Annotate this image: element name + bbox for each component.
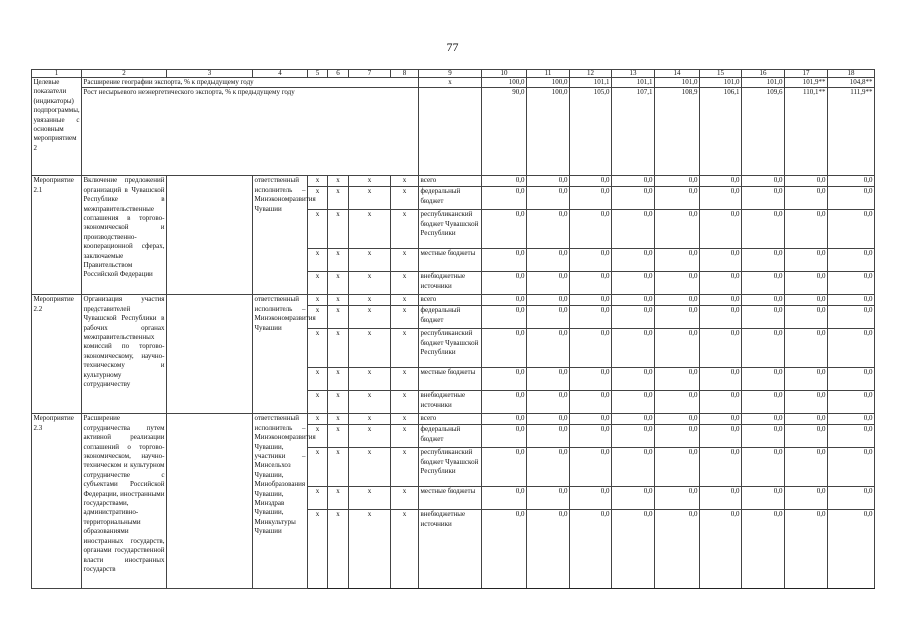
code-cell: х [328,176,349,187]
funding-value: 0,0 [570,448,612,487]
code-cell: х [308,391,328,414]
target-indicator-value: 104,8** [828,78,875,88]
code-cell: х [349,487,391,510]
funding-value: 0,0 [482,187,527,210]
funding-value: 0,0 [828,448,875,487]
code-cell: х [308,295,328,306]
funding-source: республиканский бюджет Чувашской Республики [419,210,482,249]
code-cell: х [308,487,328,510]
code-cell: х [349,249,391,272]
code-cell: х [328,448,349,487]
funding-value: 0,0 [742,425,785,448]
funding-value: 0,0 [785,306,828,329]
funding-value: 0,0 [570,272,612,295]
funding-value: 0,0 [570,368,612,391]
code-cell: х [328,306,349,329]
page-number: 77 [446,40,459,54]
funding-value: 0,0 [570,295,612,306]
code-cell: х [328,249,349,272]
funding-value: 0,0 [482,448,527,487]
code-cell: х [391,414,419,425]
funding-value: 0,0 [655,487,700,510]
code-cell: х [391,306,419,329]
funding-value: 0,0 [570,249,612,272]
funding-value: 0,0 [527,487,570,510]
measure-label: Мероприятие 2.2 [32,295,82,414]
funding-value: 0,0 [742,368,785,391]
funding-value: 0,0 [742,414,785,425]
target-indicator-c9: х [419,78,482,88]
funding-value: 0,0 [828,176,875,187]
funding-value: 0,0 [785,187,828,210]
code-cell: х [391,368,419,391]
measure-col3 [167,295,253,414]
code-cell: х [349,306,391,329]
code-cell: х [328,272,349,295]
code-cell: х [391,391,419,414]
funding-value: 0,0 [742,295,785,306]
funding-value: 0,0 [700,487,742,510]
code-cell: х [328,487,349,510]
funding-value: 0,0 [655,306,700,329]
code-cell: х [308,448,328,487]
column-number: 1 [32,70,82,78]
funding-source: местные бюджеты [419,368,482,391]
measure-responsible: ответственный исполнитель – Минэкономразвития Чувашии [253,295,308,414]
funding-value: 0,0 [785,176,828,187]
funding-source: всего [419,176,482,187]
code-cell: х [349,391,391,414]
funding-source: всего [419,295,482,306]
code-cell: х [328,187,349,210]
funding-row [32,295,875,306]
funding-value: 0,0 [785,272,828,295]
funding-value: 0,0 [828,391,875,414]
column-number: 10 [482,70,527,78]
funding-value: 0,0 [527,306,570,329]
code-cell: х [308,425,328,448]
code-cell: х [308,368,328,391]
funding-value: 0,0 [570,329,612,368]
funding-value: 0,0 [482,487,527,510]
code-cell: х [328,425,349,448]
column-number: 2 [82,70,167,78]
funding-value: 0,0 [785,425,828,448]
funding-value: 0,0 [482,306,527,329]
funding-value: 0,0 [612,448,655,487]
measure-description: Организация участия представителей Чувашской Республики в рабочих органах межправительственных комиссий по торгово-экономическому, научно-техническому и культурному сотрудничеству [82,295,167,414]
code-cell: х [308,329,328,368]
funding-value: 0,0 [700,187,742,210]
code-cell: х [328,210,349,249]
target-indicator-text: Рост несырьевого неэнергетического экспорта, % к предыдущему году [82,88,419,176]
funding-value: 0,0 [527,176,570,187]
target-indicator-value: 111,9** [828,88,875,176]
measure-responsible: ответственный исполнитель – Минэкономразвития Чувашии [253,176,308,295]
funding-value: 0,0 [828,425,875,448]
funding-value: 0,0 [527,425,570,448]
funding-value: 0,0 [570,306,612,329]
funding-value: 0,0 [612,368,655,391]
code-cell: х [308,306,328,329]
code-cell: х [349,295,391,306]
funding-value: 0,0 [527,295,570,306]
column-number: 18 [828,70,875,78]
funding-value: 0,0 [482,510,527,589]
funding-value: 0,0 [482,272,527,295]
measure-col3 [167,176,253,295]
funding-source: местные бюджеты [419,487,482,510]
target-indicator-value: 101,0 [700,78,742,88]
funding-value: 0,0 [785,391,828,414]
funding-value: 0,0 [828,487,875,510]
target-indicator-row [32,88,875,176]
code-cell: х [349,414,391,425]
code-cell: х [328,414,349,425]
column-number: 5 [308,70,328,78]
code-cell: х [328,368,349,391]
column-number: 9 [419,70,482,78]
code-cell: х [391,176,419,187]
funding-value: 0,0 [527,210,570,249]
funding-value: 0,0 [570,176,612,187]
funding-value: 0,0 [612,414,655,425]
funding-value: 0,0 [742,306,785,329]
funding-value: 0,0 [612,487,655,510]
funding-source: внебюджетные источники [419,272,482,295]
target-indicator-value: 107,1 [612,88,655,176]
target-indicator-value: 100,0 [482,78,527,88]
funding-value: 0,0 [570,414,612,425]
funding-value: 0,0 [482,210,527,249]
code-cell: х [349,448,391,487]
column-number: 16 [742,70,785,78]
code-cell: х [349,210,391,249]
funding-value: 0,0 [785,448,828,487]
funding-value: 0,0 [655,210,700,249]
code-cell: х [391,187,419,210]
funding-value: 0,0 [785,210,828,249]
funding-value: 0,0 [828,414,875,425]
target-indicators-label: Целевые показатели (индикаторы) подпрограммы, увязанные с основным мероприятием 2 [32,78,82,176]
funding-value: 0,0 [655,510,700,589]
funding-value: 0,0 [612,249,655,272]
funding-value: 0,0 [482,391,527,414]
funding-source: республиканский бюджет Чувашской Республики [419,329,482,368]
program-table [31,69,875,589]
column-number: 14 [655,70,700,78]
funding-value: 0,0 [785,510,828,589]
funding-value: 0,0 [785,249,828,272]
column-number: 11 [527,70,570,78]
code-cell: х [308,187,328,210]
funding-value: 0,0 [785,414,828,425]
code-cell: х [391,272,419,295]
funding-value: 0,0 [700,272,742,295]
code-cell: х [308,272,328,295]
code-cell: х [391,329,419,368]
target-indicator-value: 101,0 [655,78,700,88]
funding-value: 0,0 [700,368,742,391]
funding-value: 0,0 [828,272,875,295]
funding-value: 0,0 [742,487,785,510]
code-cell: х [349,176,391,187]
funding-source: федеральный бюджет [419,425,482,448]
code-cell: х [391,510,419,589]
code-cell: х [349,187,391,210]
funding-source: внебюджетные источники [419,510,482,589]
funding-value: 0,0 [785,487,828,510]
funding-value: 0,0 [742,329,785,368]
funding-value: 0,0 [742,448,785,487]
column-number: 15 [700,70,742,78]
funding-value: 0,0 [570,187,612,210]
funding-value: 0,0 [482,425,527,448]
funding-value: 0,0 [612,295,655,306]
funding-value: 0,0 [527,368,570,391]
funding-value: 0,0 [527,187,570,210]
funding-source: республиканский бюджет Чувашской Республики [419,448,482,487]
code-cell: х [391,249,419,272]
funding-value: 0,0 [655,448,700,487]
measure-label: Мероприятие 2.1 [32,176,82,295]
target-indicator-value: 110,1** [785,88,828,176]
funding-value: 0,0 [612,425,655,448]
funding-source: всего [419,414,482,425]
code-cell: х [391,295,419,306]
funding-value: 0,0 [527,414,570,425]
funding-value: 0,0 [828,510,875,589]
target-indicator-value: 106,1 [700,88,742,176]
funding-value: 0,0 [570,210,612,249]
column-number-row [32,70,875,78]
funding-value: 0,0 [700,249,742,272]
funding-value: 0,0 [700,306,742,329]
funding-value: 0,0 [612,210,655,249]
funding-value: 0,0 [482,414,527,425]
funding-value: 0,0 [612,176,655,187]
funding-value: 0,0 [612,510,655,589]
funding-value: 0,0 [570,391,612,414]
column-number: 8 [391,70,419,78]
code-cell: х [308,510,328,589]
column-number: 13 [612,70,655,78]
funding-value: 0,0 [700,391,742,414]
code-cell: х [349,329,391,368]
funding-value: 0,0 [828,249,875,272]
funding-value: 0,0 [655,176,700,187]
code-cell: х [308,210,328,249]
funding-value: 0,0 [742,249,785,272]
target-indicator-value: 108,9 [655,88,700,176]
funding-value: 0,0 [742,391,785,414]
target-indicator-value: 90,0 [482,88,527,176]
measure-col3 [167,414,253,589]
column-number: 4 [253,70,308,78]
funding-value: 0,0 [742,272,785,295]
funding-value: 0,0 [655,414,700,425]
funding-value: 0,0 [570,425,612,448]
funding-value: 0,0 [742,176,785,187]
column-number: 6 [328,70,349,78]
funding-value: 0,0 [700,510,742,589]
code-cell: х [308,249,328,272]
code-cell: х [328,295,349,306]
target-indicator-c9 [419,88,482,176]
funding-value: 0,0 [828,306,875,329]
funding-value: 0,0 [655,272,700,295]
code-cell: х [308,414,328,425]
funding-value: 0,0 [655,391,700,414]
funding-value: 0,0 [527,391,570,414]
funding-source: внебюджетные источники [419,391,482,414]
code-cell: х [308,176,328,187]
funding-value: 0,0 [742,187,785,210]
code-cell: х [391,487,419,510]
funding-value: 0,0 [527,249,570,272]
code-cell: х [328,391,349,414]
code-cell: х [349,272,391,295]
funding-value: 0,0 [527,272,570,295]
funding-value: 0,0 [482,368,527,391]
funding-value: 0,0 [655,368,700,391]
funding-value: 0,0 [482,176,527,187]
column-number: 3 [167,70,253,78]
code-cell: х [391,448,419,487]
target-indicator-text: Расширение географии экспорта, % к предыдущему году [82,78,419,88]
funding-value: 0,0 [527,448,570,487]
funding-source: федеральный бюджет [419,187,482,210]
funding-value: 0,0 [700,329,742,368]
funding-value: 0,0 [700,425,742,448]
code-cell: х [349,510,391,589]
column-number: 17 [785,70,828,78]
target-indicator-value: 109,6 [742,88,785,176]
measure-description: Включение предложений организаций в Чувашской Республике в межправительственные соглашения в торгово-экономической и производственно-кооперационной сферах, заключаемые Правительством Российской Федерации [82,176,167,295]
funding-value: 0,0 [570,487,612,510]
funding-value: 0,0 [612,329,655,368]
measure-label: Мероприятие 2.3 [32,414,82,589]
funding-value: 0,0 [612,187,655,210]
target-indicator-value: 100,0 [527,88,570,176]
column-number: 12 [570,70,612,78]
funding-value: 0,0 [742,210,785,249]
funding-value: 0,0 [655,425,700,448]
funding-source: федеральный бюджет [419,306,482,329]
funding-value: 0,0 [612,306,655,329]
funding-value: 0,0 [655,249,700,272]
target-indicator-row [32,78,875,88]
funding-row [32,414,875,425]
code-cell: х [349,425,391,448]
funding-value: 0,0 [742,510,785,589]
target-indicator-value: 100,0 [527,78,570,88]
funding-value: 0,0 [655,295,700,306]
funding-value: 0,0 [785,295,828,306]
funding-value: 0,0 [527,329,570,368]
funding-value: 0,0 [700,210,742,249]
funding-value: 0,0 [828,210,875,249]
funding-row [32,176,875,187]
target-indicator-value: 101,0 [742,78,785,88]
code-cell: х [328,329,349,368]
funding-value: 0,0 [612,272,655,295]
code-cell: х [349,368,391,391]
measure-responsible: ответственный исполнитель – Минэкономразвития Чувашии, участники – Минсельхоз Чувашии, Минобразования Чувашии, Минздрав Чувашии, Минкультуры Чувашии [253,414,308,589]
funding-value: 0,0 [828,368,875,391]
funding-source: местные бюджеты [419,249,482,272]
code-cell: х [328,510,349,589]
funding-value: 0,0 [828,187,875,210]
code-cell: х [391,210,419,249]
funding-value: 0,0 [482,329,527,368]
funding-value: 0,0 [612,391,655,414]
funding-value: 0,0 [785,329,828,368]
funding-value: 0,0 [700,414,742,425]
funding-value: 0,0 [527,510,570,589]
funding-value: 0,0 [655,187,700,210]
funding-value: 0,0 [655,329,700,368]
funding-value: 0,0 [482,295,527,306]
funding-value: 0,0 [700,176,742,187]
funding-value: 0,0 [828,295,875,306]
funding-value: 0,0 [700,295,742,306]
code-cell: х [391,425,419,448]
funding-value: 0,0 [785,368,828,391]
target-indicator-value: 105,0 [570,88,612,176]
target-indicator-value: 101,9** [785,78,828,88]
funding-value: 0,0 [700,448,742,487]
measure-description: Расширение сотрудничества путем активной реализации соглашений о торгово-экономическом, научно-техническом и культурном сотрудничестве с субъектами Российской Федерации, иностранными государствами, административно-территориальными образованиями иностранных государств, органами государственной власти иностранных государств [82,414,167,589]
funding-value: 0,0 [570,510,612,589]
funding-value: 0,0 [482,249,527,272]
target-indicator-value: 101,1 [612,78,655,88]
target-indicator-value: 101,1 [570,78,612,88]
funding-value: 0,0 [828,329,875,368]
column-number: 7 [349,70,391,78]
